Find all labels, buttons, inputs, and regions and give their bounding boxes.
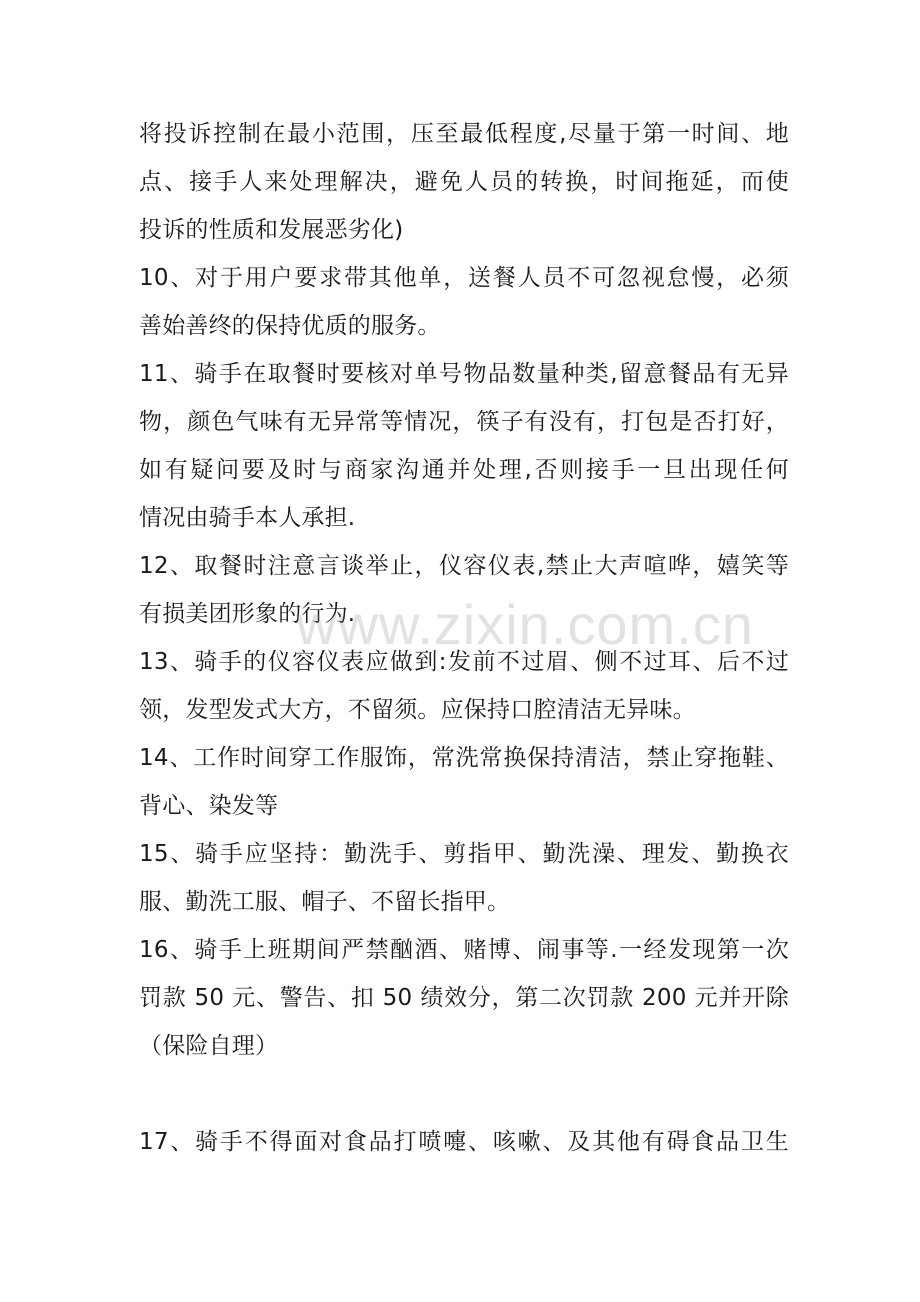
- blank-line: [139, 1070, 789, 1118]
- text-line: 领，发型发式大方，不留须。应保持口腔清洁无异味。: [139, 697, 696, 723]
- text-line: 17、骑手不得面对食品打喷嚏、咳嗽、及其他有碍食品卫生: [139, 1129, 789, 1155]
- text-line: 物，颜色气味有无异常等情况，筷子有没有，打包是否打好，: [139, 409, 789, 435]
- text-line: 如有疑问要及时与商家沟通并处理,否则接手一旦出现任何: [139, 457, 789, 483]
- text-line: 16、骑手上班期间严禁酗酒、赌博、闹事等.一经发现第一次: [139, 937, 789, 963]
- text-line: 背心、染发等: [139, 793, 279, 819]
- text-line: 14、工作时间穿工作服饰，常洗常换保持清洁，禁止穿拖鞋、: [139, 745, 789, 771]
- text-line: 将投诉控制在最小范围，压至最低程度,尽量于第一时间、地: [139, 121, 789, 147]
- text-line: 点、接手人来处理解决，避免人员的转换，时间拖延，而使: [139, 169, 789, 195]
- text-line: 15、骑手应坚持：勤洗手、剪指甲、勤洗澡、理发、勤换衣: [139, 841, 789, 867]
- text-line: （保险自理）: [139, 1033, 279, 1059]
- document-body: [139, 110, 789, 1166]
- text-line: 投诉的性质和发展恶劣化): [139, 217, 404, 243]
- text-line: 有损美团形象的行为.: [139, 601, 356, 627]
- text-line: 善始善终的保持优质的服务。: [139, 313, 441, 339]
- text-line: 服、勤洗工服、帽子、不留长指甲。: [139, 889, 511, 915]
- text-line: 罚款 50 元、警告、扣 50 绩效分，第二次罚款 200 元并开除: [139, 985, 789, 1011]
- text-line: 情况由骑手本人承担.: [139, 505, 356, 531]
- watermark-text: www.zixin.com.cn: [296, 593, 754, 656]
- text-line: 11、骑手在取餐时要核对单号物品数量种类,留意餐品有无异: [139, 361, 789, 387]
- text-line: 13、骑手的仪容仪表应做到:发前不过眉、侧不过耳、后不过: [139, 649, 789, 675]
- text-line: 10、对于用户要求带其他单，送餐人员不可忽视怠慢，必须: [139, 265, 789, 291]
- text-line: 12、取餐时注意言谈举止，仪容仪表,禁止大声喧哗，嬉笑等: [139, 553, 789, 579]
